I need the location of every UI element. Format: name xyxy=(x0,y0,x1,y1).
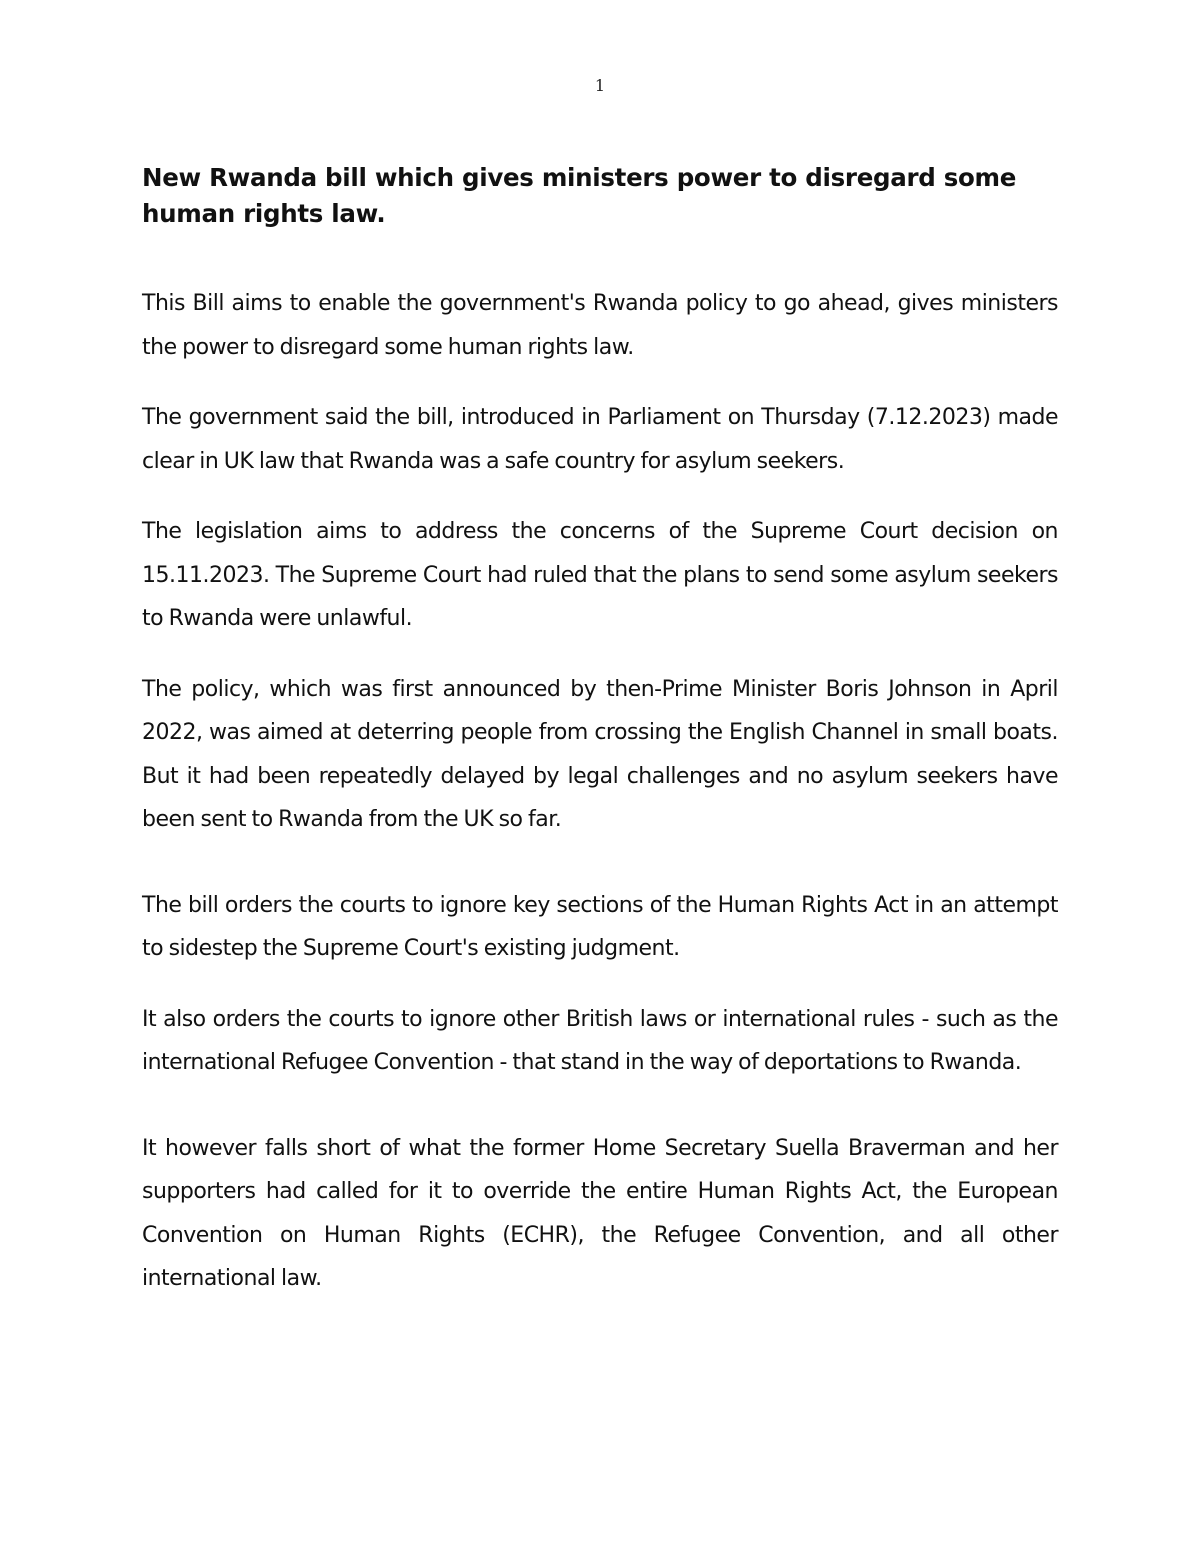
page-number: 1 xyxy=(594,76,606,95)
paragraph: The legislation aims to address the concerns of the Supreme Court decision on 15.11.2023. The Supreme Court had ruled that the plans to send some asylum seekers to Rwanda were unlawful. xyxy=(142,519,1058,631)
paragraph: The bill orders the courts to ignore key sections of the Human Rights Act in an attempt to sidestep the Supreme Court's existing judgment. xyxy=(142,892,1058,961)
paragraph: It however falls short of what the former Home Secretary Suella Braverman and her supporters had called for it to override the entire Human Rights Act, the European Convention on Human Rights (ECHR), the Refugee Convention, and all other international law. xyxy=(142,1135,1058,1291)
paragraph: The policy, which was first announced by then-Prime Minister Boris Johnson in April 2022, was aimed at deterring people from crossing the English Channel in small boats. But it had been repeatedly delayed by legal challenges and no asylum seekers have been sent to Rwanda from the UK so far. xyxy=(142,676,1058,832)
paragraph: The government said the bill, introduced in Parliament on Thursday (7.12.2023) made clear in UK law that Rwanda was a safe country for asylum seekers. xyxy=(142,405,1058,474)
document-body xyxy=(142,160,1058,1328)
paragraph: It also orders the courts to ignore other British laws or international rules - such as the international Refugee Convention - that stand in the way of deportations to Rwanda. xyxy=(142,1006,1058,1075)
document-title: New Rwanda bill which gives ministers power to disregard some human rights law. xyxy=(142,163,1017,228)
paragraph: This Bill aims to enable the government's Rwanda policy to go ahead, gives ministers the power to disregard some human rights law. xyxy=(142,291,1058,360)
